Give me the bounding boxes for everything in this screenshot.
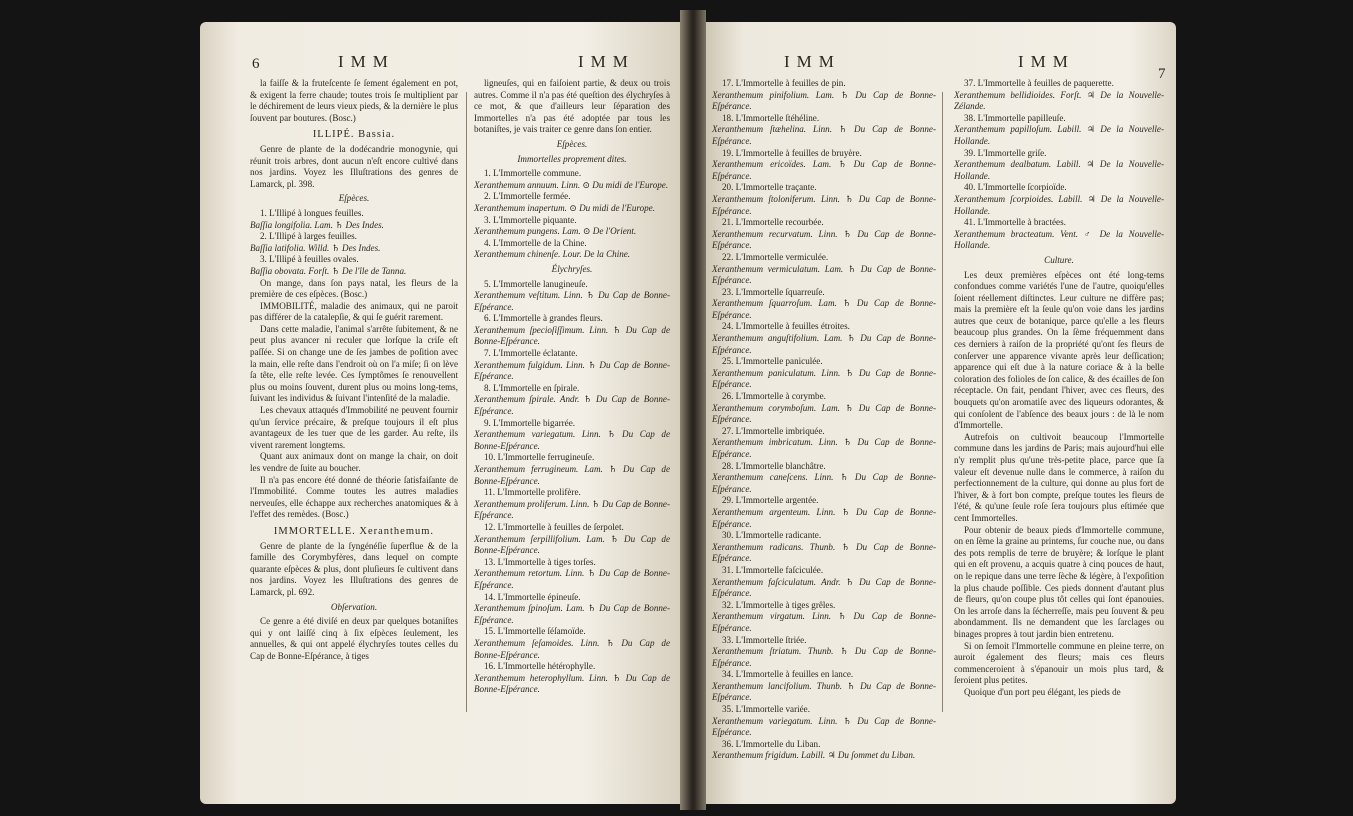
species-name: Xeranthemum ſtriatum. Thunb. ♄ Du Cap de Bonne-Eſpérance. — [712, 646, 936, 668]
species-name: Xeranthemum papilloſum. Labill. ♃ De la Nouvelle-Hollande. — [954, 124, 1164, 146]
page-number: 6 — [252, 56, 260, 72]
paragraph: Autrefois on cultivoit beaucoup l'Immortelle commune dans les jardins de Paris; mais aujourd'hui elle n'y remplit plus qu'une très-petite place, parce que ſa valeur eſt devenue nulle dans le commerce, à raiſon du perfectionnement de la culture, qui donne au plus fort de l'hiver, & à fort bon compte, preſque toutes les fleurs de l'été, & qu'une ſeule roſe ſera toujours plus eſtimée que cent Immortelles. — [954, 431, 1164, 523]
paragraph: 31. L'Immortelle faſciculée. — [722, 564, 824, 575]
species-name: Xeranthemum ſpinoſum. Lam. ♄ Du Cap de Bonne-Eſpérance. — [474, 603, 670, 625]
species-name: Xeranthemum pinifolium. Lam. ♄ Du Cap de Bonne-Eſpérance. — [712, 89, 936, 112]
column-rule — [942, 92, 943, 712]
running-head-left: IMM — [784, 52, 841, 71]
species-name: Xeranthemum ſpecioſiſſimum. Linn. ♄ Du Cap de Bonne-Eſpérance. — [474, 324, 670, 347]
species-name: Xeranthemum ferrugineum. Lam. ♄ Du Cap de Bonne-Eſpérance. — [474, 464, 670, 486]
text-column-2 — [954, 78, 1164, 698]
species-name: Xeranthemum ſeſamoides. Linn. ♄ Du Cap de Bonne-Eſpérance. — [474, 637, 670, 660]
text-column-1 — [250, 78, 458, 663]
paragraph: 7. L'Immortelle éclatante. — [484, 348, 578, 359]
paragraph: 18. L'Immortelle ſtéhéline. — [722, 112, 820, 123]
species-name: Xeranthemum pungens. Lam. ⊙ De l'Orient. — [474, 226, 637, 237]
paragraph: 28. L'Immortelle blanchâtre. — [722, 460, 826, 471]
paragraph: 3. L'Illipé à feuilles ovales. — [260, 254, 359, 265]
paragraph: 24. L'Immortelle à feuilles étroites. — [722, 321, 850, 332]
paragraph: 21. L'Immortelle recourbée. — [722, 217, 824, 228]
paragraph: Pour obtenir de beaux pieds d'Immortelle commune, on en ſème la graine au printems, ſur couche nue, ou dans des pots remplis de terre de bruyère; & lorſque le plant qui en eſt provenu, a acquis quatre à cinq pouces de haut, on le repique dans une terre ſèche & légère, à l'expoſition la plus chaude poſſible. Ces pieds donnent d'autant plus de fleurs, qu'on coupe plus tôt celles qui ſont épanouies. On les arroſe dans la ſécherreſſe, mais peu ſouvent & peu abondamment. Ils ne demandent que les ſarclages ou binages propres à tout jardin bien entretenu. — [954, 524, 1164, 639]
paragraph: 19. L'Immortelle à feuilles de bruyère. — [722, 147, 862, 158]
species-name: Xeranthemum retortum. Linn. ♄ Du Cap de Bonne-Eſpérance. — [474, 568, 670, 590]
paragraph: IMMOBILITÉ, maladie des animaux, qui ne paroit pas différer de la catalepſie, & qui ſe guérit rarement. — [250, 300, 458, 323]
right-page — [706, 22, 1176, 804]
paragraph: Les chevaux attaqués d'Immobilité ne peuvent fournir qu'un ſervice précaire, & preſque toujours il eſt plus avantageux de les tuer que de les garder. Au reſte, ils vivent rarement longtems. — [250, 405, 458, 450]
species-name: Xeranthemum anguſtifolium. Lam. ♄ Du Cap de Bonne-Eſpérance. — [712, 333, 936, 355]
species-name: Xeranthemum caneſcens. Linn. ♄ Du Cap de Bonne-Eſpérance. — [712, 472, 936, 494]
paragraph: 8. L'Immortelle en ſpirale. — [484, 382, 580, 393]
paragraph: 10. L'Immortelle ferrugineuſe. — [484, 452, 595, 463]
species-name: Xeranthemum bellidioides. Forſt. ♃ De la Nouvelle-Zélande. — [954, 89, 1164, 112]
section-title: Élychryſes. — [551, 263, 593, 274]
paragraph: Dans cette maladie, l'animal s'arrête ſubitement, & ne peut plus avancer ni reculer que lorſque la criſe eſt paſſée. Si on change une de ſes jambes de poſition avec la main, elle reſte dans l'endroit où on l'a miſe; ſi on lève ſa tête, elle reſte levée. Ces ſymptômes ſe renouvellent plus ou moins ſouvent, durent plus ou moins long-tems, ſuivant les individus & ſuivant l'intenſité de la maladie. — [250, 323, 458, 404]
section-title: Eſpèces. — [556, 138, 588, 149]
paragraph: Quant aux animaux dont on mange la chair, on doit les vendre de ſuite au boucher. — [250, 451, 458, 473]
species-name: Baſſia latifolia. Willd. ♄ Des Indes. — [250, 242, 381, 253]
species-name: Xeranthemum bracteatum. Vent. ♂ De la Nouvelle-Hollande. — [954, 228, 1164, 251]
heading: IMMORTELLE. Xeranthemum. — [273, 525, 435, 537]
section-title: Obſervation. — [330, 601, 378, 612]
species-name: Xeranthemum dealbatum. Labill. ♃ De la Nouvelle-Hollande. — [954, 159, 1164, 181]
species-name: Xeranthemum heterophyllum. Linn. ♄ Du Cap de Bonne-Eſpérance. — [474, 672, 670, 695]
species-name: Xeranthemum argenteum. Linn. ♄ Du Cap de Bonne-Eſpérance. — [712, 506, 936, 529]
paragraph: 33. L'Immortelle ſtriée. — [722, 634, 807, 645]
species-name: Xeranthemum virgatum. Linn. ♄ Du Cap de Bonne-Eſpérance. — [712, 611, 936, 633]
species-name: Xeranthemum ſerpillifolium. Lam. ♄ Du Cap de Bonne-Eſpérance. — [474, 533, 670, 556]
species-name: Xeranthemum veſtitum. Linn. ♄ Du Cap de Bonne-Eſpérance. — [474, 290, 670, 312]
paragraph: 17. L'Immortelle à feuilles de pin. — [722, 78, 846, 88]
paragraph: On mange, dans ſon pays natal, les fleurs de la première de ces eſpèces. (Bosc.) — [250, 277, 458, 300]
species-name: Xeranthemum ſquarroſum. Lam. ♄ Du Cap de Bonne-Eſpérance. — [712, 298, 936, 320]
paragraph: 35. L'Immortelle variée. — [722, 704, 810, 715]
paragraph: 23. L'Immortelle ſquarreuſe. — [722, 286, 825, 297]
species-name: Xeranthemum frigidum. Labill. ♃ Du ſommet du Liban. — [712, 750, 916, 761]
section-title: Eſpèces. — [338, 193, 370, 204]
text-column-2 — [474, 78, 670, 696]
paragraph: 11. L'Immortelle prolifère. — [484, 487, 581, 498]
paragraph: Si on ſemoit l'Immortelle commune en pleine terre, on auroit également des fleurs; mais ces fleurs commenceroient à s'épanouir un mois plus tard, & ſeroient plus petites. — [954, 640, 1164, 686]
paragraph: 38. L'Immortelle papilleuſe. — [964, 112, 1066, 123]
paragraph: 3. L'Immortelle piquante. — [484, 214, 577, 225]
species-name: Baſſia obovata. Forſt. ♄ De l'île de Tanna. — [250, 265, 407, 276]
paragraph: 9. L'Immortelle bigarrée. — [484, 417, 576, 428]
paragraph: Les deux premières eſpèces ont été long-tems confondues comme variétés l'une de l'autre, quoiqu'elles ſoient réellement diſtinctes. Leur culture ne diffère pas; mais la première eſt la ſeule qu'on voie dans les jardins autres que ceux de botanique, parce qu'elle a les fleurs beaucoup plus grandes. On la ſème fréquemment dans ces derniers à raiſon de la propriété qu'ont ſes fleurs de conſerver une apparence vivante après leur deſſication; apparence qui eſt due à la nature coriace & à la belle coloration des folioles de ſon calice, & des écailles de ſon réceptacle. On fait, pendant l'hiver, avec ces fleurs, des bouquets qu'on aromatiſe avec des liqueurs odorantes, & qui conſolent de l'abſence des beaux jours : de là le nom d'Immortelle. — [954, 269, 1164, 431]
species-name: Xeranthemum recurvatum. Linn. ♄ Du Cap de Bonne-Eſpérance. — [712, 228, 936, 251]
species-name: Xeranthemum ſcorpioides. Labill. ♃ De la Nouvelle-Hollande. — [954, 193, 1164, 216]
species-name: Xeranthemum variegatum. Linn. ♄ Du Cap de Bonne-Eſpérance. — [712, 715, 936, 738]
paragraph: la faiſſe & la fruteſcente ſe ſement également en pot, & exigent la ferre chaude; toutes trois ſe multiplient par le déchirement de leurs vieux pieds, & la dernière le plus ſouvent par boutures. (Bosc.) — [250, 78, 458, 123]
paragraph: 41. L'Immortelle à bractées. — [964, 217, 1066, 228]
book-spine — [680, 10, 706, 810]
paragraph: 27. L'Immortelle imbriquée. — [722, 425, 825, 436]
paragraph: 29. L'Immortelle argentée. — [722, 495, 819, 506]
paragraph: 15. L'Immortelle ſéſamoïde. — [484, 626, 586, 637]
heading: ILLIPÉ. Bassia. — [312, 129, 396, 141]
species-name: Xeranthemum lancifolium. Thunb. ♄ Du Cap de Bonne-Eſpérance. — [712, 680, 936, 703]
column-rule — [466, 92, 467, 712]
paragraph: 14. L'Immortelle épineuſe. — [484, 591, 581, 602]
running-head-right: IMM — [578, 52, 635, 71]
paragraph: Quoique d'un port peu élégant, les pieds de — [964, 686, 1121, 697]
paragraph: 26. L'Immortelle à corymbe. — [722, 391, 826, 402]
paragraph: Genre de plante de la ſyngénéſie ſuperflue & de la famille des Corymbyfères, dans lequel on compte quarante eſpèces & plus, dont pluſieurs ſe cultivent dans nos jardins. Voyez les Illuſtrations des genres de Lamarck, pl. 692. — [250, 540, 458, 597]
species-name: Xeranthemum proliferum. Linn. ♄ Du Cap de Bonne-Eſpérance. — [474, 498, 670, 521]
paragraph: 34. L'Immortelle à feuilles en lance. — [722, 669, 854, 680]
running-head-left: IMM — [338, 52, 395, 71]
species-name: Xeranthemum variegatum. Linn. ♄ Du Cap de Bonne-Eſpérance. — [474, 429, 670, 451]
species-name: Xeranthemum paniculatum. Linn. ♄ Du Cap de Bonne-Eſpérance. — [712, 367, 936, 390]
paragraph: 12. L'Immortelle à feuilles de ſerpolet. — [484, 521, 624, 532]
species-name: Xeranthemum corymboſum. Lam. ♄ Du Cap de Bonne-Eſpérance. — [712, 402, 936, 425]
running-head-right: IMM — [1018, 52, 1075, 71]
paragraph: Genre de plante de la dodécandrie monogynie, qui réunit trois arbres, dont aucun n'eſt encore cultivé dans nos jardins. Voyez les Illuſtrations des genres de Lamarck, pl. 398. — [250, 143, 458, 189]
paragraph: 39. L'Immortelle griſe. — [964, 147, 1047, 158]
species-name: Xeranthemum annuum. Linn. ⊙ Du midi de l'Europe. — [474, 179, 669, 190]
section-title: Culture. — [1044, 254, 1074, 265]
paragraph: 1. L'Illipé à longues feuilles. — [260, 207, 364, 218]
paragraph: Il n'a pas encore été donné de théorie ſatisfaiſante de l'Immobilité. Comme toutes les autres maladies nerveuſes, elle échappe aux recherches anatomiques & à l'effet des remèdes. (Bosc.) — [250, 474, 458, 520]
paragraph: 6. L'Immortelle à grandes fleurs. — [484, 313, 603, 324]
paragraph: ligneuſes, qui en faiſoient partie, & deux ou trois autres. Comme il n'a pas été queſtion des élychryſes à ce mot, & que d'ailleurs leur ſéparation des Immortelles n'a pas été adoptée par tous les botaniſtes, je vais traiter ce genre dans ſon entier. — [474, 78, 670, 135]
species-name: Xeranthemum ſtoloniferum. Linn. ♄ Du Cap de Bonne-Eſpérance. — [712, 193, 936, 216]
species-name: Xeranthemum faſciculatum. Andr. ♄ Du Cap de Bonne-Eſpérance. — [712, 576, 936, 599]
paragraph: 1. L'Immortelle commune. — [484, 168, 582, 179]
paragraph: 2. L'Immortelle fermée. — [484, 191, 571, 202]
page-number: 7 — [1158, 66, 1166, 82]
species-name: Xeranthemum inapertum. ⊙ Du midi de l'Europe. — [474, 202, 655, 213]
paragraph: 40. L'Immortelle ſcorpioïde. — [964, 182, 1067, 193]
paragraph: 4. L'Immortelle de la Chine. — [484, 237, 587, 248]
species-name: Xeranthemum vermiculatum. Lam. ♄ Du Cap de Bonne-Eſpérance. — [712, 263, 936, 286]
species-name: Xeranthemum fulgidum. Linn. ♄ Du Cap de Bonne-Eſpérance. — [474, 359, 670, 382]
paragraph: 22. L'Immortelle vermiculée. — [722, 251, 829, 262]
paragraph: 37. L'Immortelle à feuilles de paquerette. — [964, 78, 1114, 88]
species-name: Xeranthemum chinenſe. Lour. De la Chine. — [474, 249, 631, 260]
left-page — [200, 22, 680, 804]
species-name: Xeranthemum ericoïdes. Lam. ♄ Du Cap de Bonne-Eſpérance. — [712, 159, 936, 181]
paragraph: 20. L'Immortelle traçante. — [722, 182, 817, 193]
paragraph: 13. L'Immortelle à tiges torſes. — [484, 556, 596, 567]
paragraph: 25. L'Immortelle paniculée. — [722, 356, 823, 367]
text-column-1 — [712, 78, 936, 762]
species-name: Xeranthemum ſpirale. Andr. ♄ Du Cap de Bonne-Eſpérance. — [474, 394, 670, 417]
paragraph: 16. L'Immortelle hétérophylle. — [484, 661, 596, 672]
species-name: Xeranthemum ſtæhelina. Linn. ♄ Du Cap de Bonne-Eſpérance. — [712, 124, 936, 146]
paragraph: 30. L'Immortelle radicante. — [722, 530, 822, 541]
species-name: Xeranthemum imbricatum. Linn. ♄ Du Cap de Bonne-Eſpérance. — [712, 437, 936, 459]
paragraph: 36. L'Immortelle du Liban. — [722, 738, 821, 749]
paragraph: Ce genre a été diviſé en deux par quelques botaniſtes qui y ont laiſſé cinq à ſix eſpèces ſeulement, les annuelles, & qui ont appelé élychryſes toutes celles du Cap de Bonne-Eſpérance, à tiges — [250, 616, 458, 661]
species-name: Xeranthemum radicans. Thunb. ♄ Du Cap de Bonne-Eſpérance. — [712, 541, 936, 564]
paragraph: 5. L'Immortelle lanugineuſe. — [484, 278, 588, 289]
paragraph: 32. L'Immortelle à tiges grêles. — [722, 599, 836, 610]
section-title: Immortelles proprement dites. — [517, 153, 627, 164]
paragraph: 2. L'Illipé à larges feuilles. — [260, 231, 357, 242]
species-name: Baſſia longifolia. Lam. ♄ Des Indes. — [250, 219, 384, 230]
